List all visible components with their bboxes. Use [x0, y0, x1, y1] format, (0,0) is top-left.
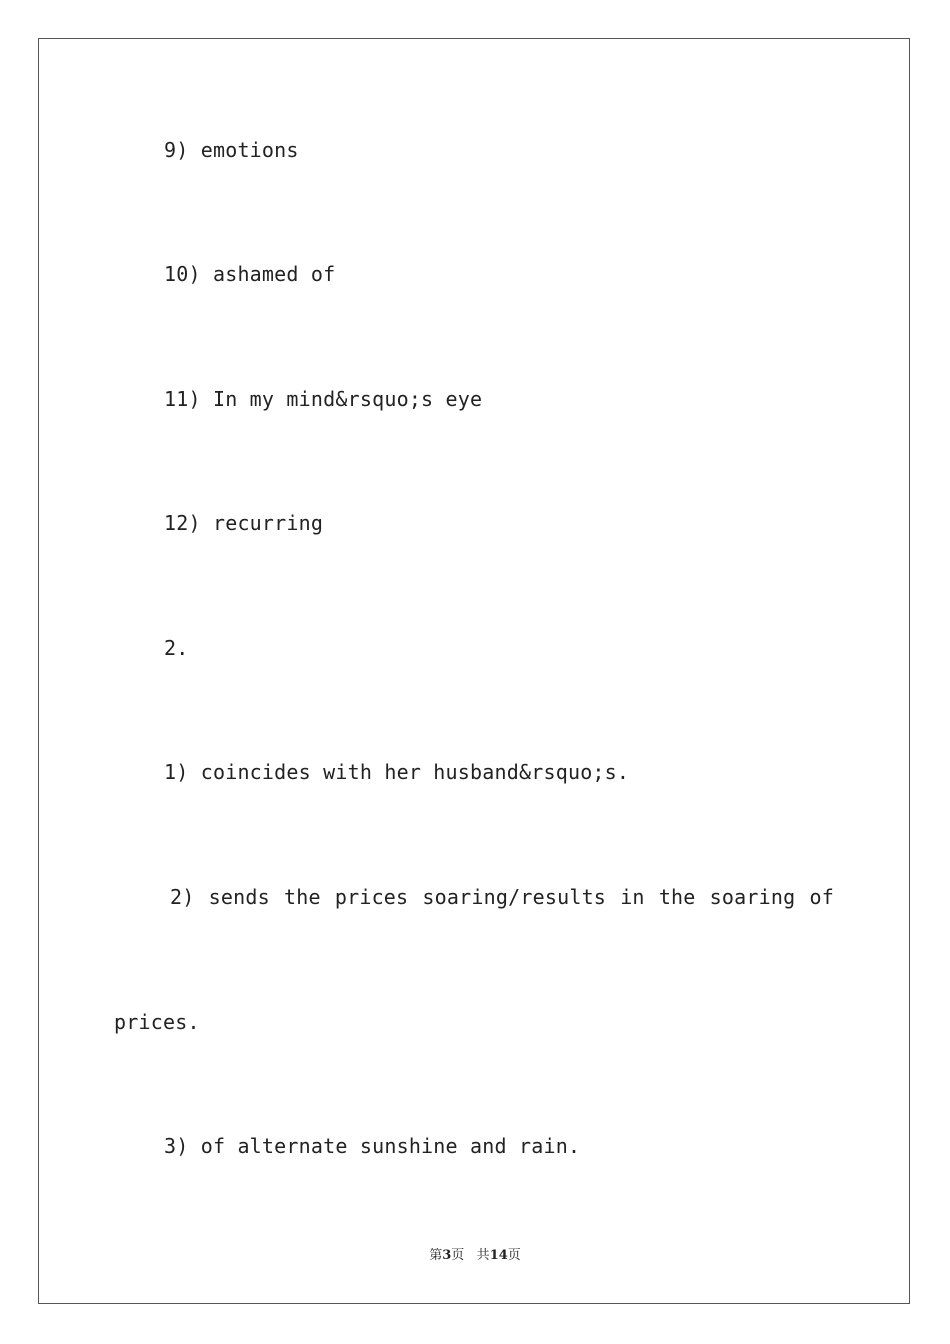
answer-line-12: 12) recurring — [164, 511, 324, 535]
footer-total-prefix: 共 — [476, 1248, 490, 1263]
answer-line-11: 11) In my mind&rsquo;s eye — [164, 387, 483, 411]
page-footer — [0, 1248, 950, 1264]
page-border — [38, 38, 910, 1304]
footer-total-suffix: 页 — [507, 1248, 521, 1263]
answer-line-2-3: 3) of alternate sunshine and rain. — [164, 1134, 581, 1158]
section-number: 2. — [164, 636, 189, 660]
answer-line-2-2-continued: prices. — [114, 1010, 200, 1034]
answer-line-2-1: 1) coincides with her husband&rsquo;s. — [164, 760, 630, 784]
answer-line-9: 9) emotions — [164, 138, 299, 162]
answer-line-10: 10) ashamed of — [164, 262, 336, 286]
footer-page-number: 3 — [442, 1248, 452, 1263]
answer-line-2-2: 2) sends the prices soaring/results in the soaring of — [170, 885, 834, 909]
footer-prefix: 第 — [429, 1248, 443, 1263]
footer-page-suffix: 页 — [451, 1248, 465, 1263]
footer-total-pages: 14 — [489, 1248, 508, 1263]
